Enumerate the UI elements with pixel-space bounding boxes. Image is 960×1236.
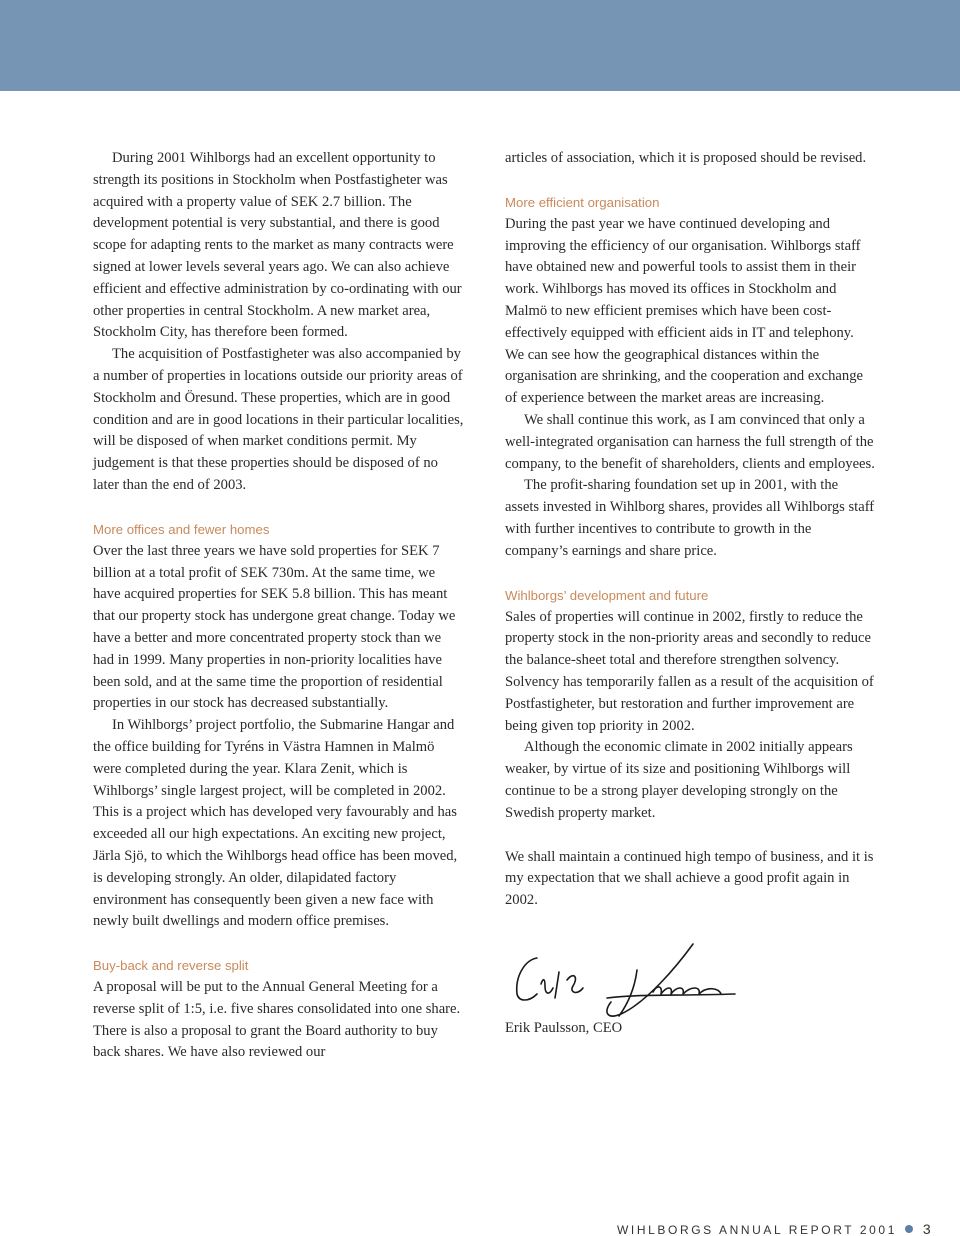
section-heading-future: Wihlborgs’ development and future <box>505 587 709 603</box>
header-band <box>0 0 960 91</box>
intro-paragraph-1: During 2001 Wihlborgs had an excellent opportunity to strength its positions in Stockholm when Postfastigheter was acquired with a property value of SEK 2.7 billion. The development potential is very substantial, and there is good scope for adapting rents to the market as many contracts were signed at lower levels several years ago. We can also achieve efficient and effective administration by co-ordinating with our other properties in central Stockholm. A new market area, Stockholm City, has therefore been formed. <box>93 150 462 341</box>
signature-image <box>507 942 747 1018</box>
efficiency-paragraph-3: The profit-sharing foundation set up in 2001, with the assets invested in Wihlborg shares, provides all Wihlborgs staff with further incentives to contribute to growth in the company’s earnings and share price. <box>505 477 875 559</box>
closing-paragraph: We shall maintain a continued high tempo of business, and it is my expectation that we shall achieve a good profit again in 2002. <box>505 848 874 909</box>
bullet-icon <box>905 1225 913 1233</box>
right-column <box>505 148 875 1040</box>
section-heading-efficiency: More efficient organisation <box>505 194 660 210</box>
buyback-paragraph-1: A proposal will be put to the Annual General Meeting for a reverse split of 1:5, i.e. five shares consolidated into one share. There is also a proposal to grant the Board authority to buy back shares. We have also reviewed our <box>93 979 461 1061</box>
left-column <box>93 148 465 1064</box>
footer-title: WIHLBORGS ANNUAL REPORT 2001 <box>617 1223 897 1236</box>
future-paragraph-2: Although the economic climate in 2002 initially appears weaker, by virtue of its size and positioning Wihlborgs will continue to be a strong player developing strongly on the Swedish property market. <box>505 739 853 821</box>
future-paragraph-1: Sales of properties will continue in 2002, firstly to reduce the property stock in the non-priority areas and secondly to reduce the balance-sheet total and therefore strengthen solvency. Solvency has temporarily fallen as a result of the acquisition of Postfastigheter, but restoration and further improvement are being given top priority in 2002. <box>505 608 874 734</box>
section-heading-offices: More offices and fewer homes <box>93 521 270 537</box>
page-number: 3 <box>922 1221 931 1236</box>
offices-paragraph-1: Over the last three years we have sold properties for SEK 7 billion at a total profit of SEK 730m. At the same time, we have acquired properties for SEK 5.8 billion. This has meant that our property stock has undergone great change. Today we have a better and more concentrated property stock than we had in 1999. Many properties in non-priority localities have been sold, and at the same time the proportion of residential properties in our stock has decreased substantially. <box>93 542 456 712</box>
offices-paragraph-2: In Wihlborgs’ project portfolio, the Submarine Hangar and the office building for Tyréns in Västra Hamnen in Malmö were completed during the year. Klara Zenit, which is Wihlborgs’ single largest project, will be completed in 2002. This is a project which has developed very favourably and has exceeded all our high expectations. An exciting new project, Järla Sjö, to which the Wihlborgs head office has been moved, is developing strongly. An older, dilapidated factory environment has consequently been given a new face with newly built dwellings and modern office premises. <box>93 717 458 930</box>
section-heading-buyback: Buy-back and reverse split <box>93 958 249 974</box>
efficiency-paragraph-2: We shall continue this work, as I am convinced that only a well-integrated organisation can harness the full strength of the company, to the benefit of shareholders, clients and employees. <box>505 411 875 472</box>
efficiency-paragraph-1: During the past year we have continued developing and improving the efficiency of our organisation. Wihlborgs staff have obtained new and powerful tools to assist them in their work. Wihlborgs has moved its offices in Stockholm and Malmö to new efficient premises which have been cost-effectively equipped with efficient aids in IT and telephony. We can see how the geographical distances within the organisation are shrinking, and the cooperation and exchange of experience between the market areas are increasing. <box>505 215 863 407</box>
page-footer <box>617 1221 931 1236</box>
intro-paragraph-2: The acquisition of Postfastigheter was also accompanied by a number of properties in locations outside our priority areas of Stockholm and Öresund. These properties, which are in good condition and are in good locations in their particular localities, will be disposed of when market conditions permit. My judgement is that these properties should be disposed of no later than the end of 2003. <box>93 346 464 493</box>
continued-paragraph: articles of association, which it is proposed should be revised. <box>505 150 867 166</box>
signer-name: Erik Paulsson, CEO <box>505 1019 623 1036</box>
